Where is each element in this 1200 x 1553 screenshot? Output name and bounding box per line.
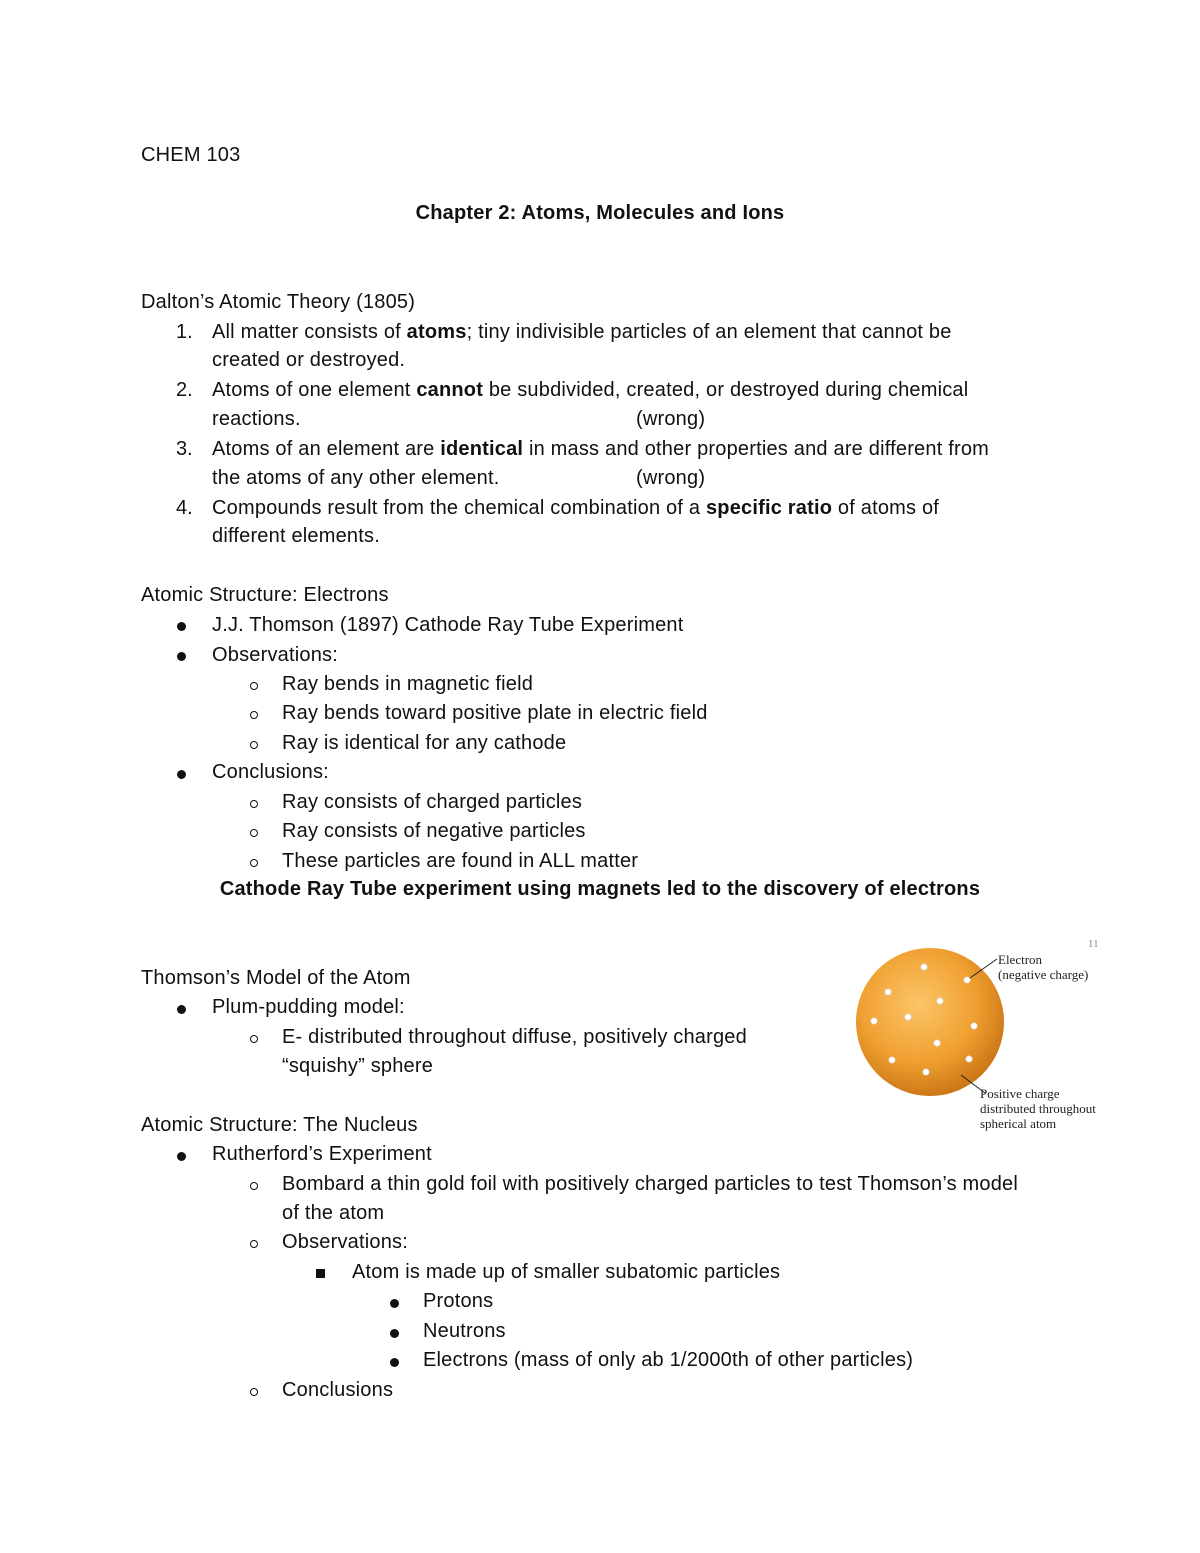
conclusion-item: These particles are found in ALL matter bbox=[282, 850, 639, 872]
bullet-circle-icon bbox=[250, 859, 258, 867]
conclusion-item: Ray consists of charged particles bbox=[282, 791, 583, 813]
observation-item: Ray is identical for any cathode bbox=[282, 732, 567, 754]
electron-dot bbox=[905, 1014, 911, 1020]
bullet-disc-icon bbox=[390, 1358, 399, 1367]
electron-dot bbox=[885, 989, 891, 995]
list-item-text: Compounds result from the chemical combination of a specific ratio of atoms of bbox=[212, 497, 940, 519]
particle-item: Neutrons bbox=[423, 1320, 506, 1342]
positive-label-line2: distributed throughout bbox=[980, 1101, 1096, 1116]
electron-dot bbox=[937, 998, 943, 1004]
conclusion-item: Ray consists of negative particles bbox=[282, 820, 586, 842]
list-item-text-continued: reactions. bbox=[212, 408, 301, 430]
bullet-circle-icon bbox=[250, 829, 258, 837]
list-item-text-continued: created or destroyed. bbox=[212, 349, 406, 371]
electrons-summary: Cathode Ray Tube experiment using magnets led to the discovery of electrons bbox=[219, 878, 981, 900]
thomson-experiment: J.J. Thomson (1897) Cathode Ray Tube Experiment bbox=[212, 614, 684, 636]
bullet-disc-icon bbox=[177, 1152, 186, 1161]
plum-pudding-description: E- distributed throughout diffuse, positively charged bbox=[282, 1026, 747, 1048]
bullet-disc-icon bbox=[177, 770, 186, 779]
electron-label: Electron bbox=[998, 952, 1043, 967]
bullet-disc-icon bbox=[177, 622, 186, 631]
positive-label: Positive charge bbox=[980, 1086, 1060, 1101]
bullet-circle-icon bbox=[250, 1182, 258, 1190]
bullet-circle-icon bbox=[250, 1388, 258, 1396]
rutherford-conclusions-label: Conclusions bbox=[282, 1379, 394, 1401]
rutherford-observations-label: Observations: bbox=[282, 1231, 408, 1253]
electron-dot bbox=[934, 1040, 940, 1046]
bullet-disc-icon bbox=[177, 652, 186, 661]
bullet-disc-icon bbox=[390, 1299, 399, 1308]
bullet-square-icon bbox=[316, 1269, 325, 1278]
observation-item: Ray bends in magnetic field bbox=[282, 673, 534, 695]
bullet-circle-icon bbox=[250, 682, 258, 690]
plum-pudding-figure bbox=[850, 935, 1110, 1135]
wrong-note: (wrong) bbox=[636, 467, 706, 489]
electron-dot bbox=[966, 1056, 972, 1062]
list-item-text: Atoms of one element cannot be subdivided, created, or destroyed during chemical bbox=[212, 379, 969, 401]
list-number: 4. bbox=[176, 497, 193, 519]
plum-pudding-item: Plum-pudding model: bbox=[212, 996, 405, 1018]
bullet-circle-icon bbox=[250, 711, 258, 719]
electron-dot bbox=[889, 1057, 895, 1063]
chapter-title: Chapter 2: Atoms, Molecules and Ions bbox=[415, 202, 785, 224]
conclusions-label: Conclusions: bbox=[212, 761, 329, 783]
list-number: 2. bbox=[176, 379, 193, 401]
electron-dot bbox=[964, 977, 970, 983]
list-item-text-continued: different elements. bbox=[212, 525, 380, 547]
wrong-note: (wrong) bbox=[636, 408, 706, 430]
figure-number: 11 bbox=[1088, 938, 1099, 950]
particle-item: Protons bbox=[423, 1290, 494, 1312]
observation-item: Ray bends toward positive plate in electric field bbox=[282, 702, 708, 724]
rutherford-method-continued: of the atom bbox=[282, 1202, 385, 1224]
electron-dot bbox=[923, 1069, 929, 1075]
electrons-heading: Atomic Structure: Electrons bbox=[141, 584, 389, 606]
electron-dot bbox=[971, 1023, 977, 1029]
thomson-model-heading: Thomson’s Model of the Atom bbox=[141, 967, 411, 989]
plum-pudding-description-continued: “squishy” sphere bbox=[282, 1055, 434, 1077]
rutherford-method: Bombard a thin gold foil with positively charged particles to test Thomson’s model bbox=[282, 1173, 1019, 1195]
rutherford-observation: Atom is made up of smaller subatomic particles bbox=[352, 1261, 781, 1283]
electron-dot bbox=[871, 1018, 877, 1024]
list-item-text: All matter consists of atoms; tiny indivisible particles of an element that cannot be bbox=[212, 321, 952, 343]
positive-label-line3: spherical atom bbox=[980, 1116, 1057, 1131]
rutherford-experiment: Rutherford’s Experiment bbox=[212, 1143, 432, 1165]
particle-item: Electrons (mass of only ab 1/2000th of other particles) bbox=[423, 1349, 914, 1371]
bullet-circle-icon bbox=[250, 1035, 258, 1043]
list-item-text-continued: the atoms of any other element. bbox=[212, 467, 500, 489]
list-item-text: Atoms of an element are identical in mass and other properties and are different from bbox=[212, 438, 990, 460]
list-number: 1. bbox=[176, 321, 193, 343]
bullet-disc-icon bbox=[390, 1329, 399, 1338]
bullet-circle-icon bbox=[250, 800, 258, 808]
dalton-heading: Dalton’s Atomic Theory (1805) bbox=[141, 291, 416, 313]
nucleus-heading: Atomic Structure: The Nucleus bbox=[141, 1114, 418, 1136]
bullet-circle-icon bbox=[250, 741, 258, 749]
observations-label: Observations: bbox=[212, 644, 338, 666]
electron-label-charge: (negative charge) bbox=[998, 967, 1089, 982]
course-code: CHEM 103 bbox=[141, 144, 241, 166]
bullet-circle-icon bbox=[250, 1240, 258, 1248]
electron-dot bbox=[921, 964, 927, 970]
list-number: 3. bbox=[176, 438, 193, 460]
bullet-disc-icon bbox=[177, 1005, 186, 1014]
